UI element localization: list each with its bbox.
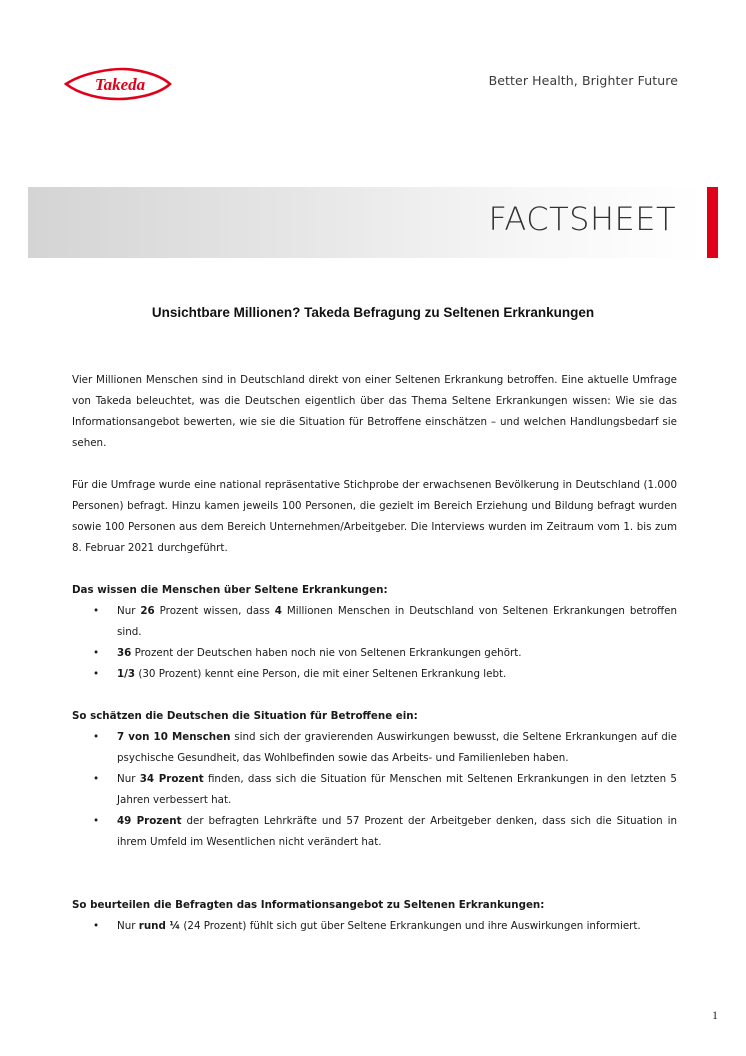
information-list bbox=[72, 916, 677, 937]
situation-list bbox=[72, 727, 677, 853]
banner-title: FACTSHEET bbox=[488, 200, 676, 238]
takeda-logo bbox=[62, 66, 174, 102]
section-heading-information: So beurteilen die Befragten das Informationsangebot zu Seltenen Erkrankungen: bbox=[72, 899, 545, 911]
list-item: • 1/3 (30 Prozent) kennt eine Person, die mit einer Seltenen Erkrankung lebt. bbox=[117, 664, 677, 685]
list-item: • Nur 34 Prozent finden, dass sich die Situation für Menschen mit Seltenen Erkrankungen in den letzten 5 Jahren verbessert hat. bbox=[117, 769, 677, 811]
document-body bbox=[72, 370, 677, 958]
svg-text:Takeda: Takeda bbox=[94, 75, 146, 94]
section-heading-situation: So schätzen die Deutschen die Situation für Betroffene ein: bbox=[72, 710, 418, 722]
intro-paragraph: Vier Millionen Menschen sind in Deutschland direkt von einer Seltenen Erkrankung betroffen. Eine aktuelle Umfrage von Takeda beleuchtet, was die Deutschen eigentlich über das Thema Seltene Erkrankungen wissen: Wie sie das Informationsangebot bewerten, wie sie die Situation für Betroffene einschätzen – und welchen Handlungsbedarf sie sehen. bbox=[72, 374, 677, 449]
method-paragraph: Für die Umfrage wurde eine national repräsentative Stichprobe der erwachsenen Bevölkerung in Deutschland (1.000 Personen) befragt. Hinzu kamen jeweils 100 Personen, die gezielt im Bereich Erziehung und Bildung befragt wurden sowie 100 Personen aus dem Bereich Unternehmen/Arbeitgeber. Die Interviews wurden im Zeitraum vom 1. bis zum 8. Februar 2021 durchgeführt. bbox=[72, 479, 677, 554]
page-number: 1 bbox=[712, 1008, 718, 1022]
list-item: • 7 von 10 Menschen sind sich der gravierenden Auswirkungen bewusst, die Seltene Erkrankungen auf die psychische Gesundheit, das Wohlbefinden sowie das Arbeits- und Familienleben haben. bbox=[117, 727, 677, 769]
banner-accent-bar bbox=[707, 187, 718, 258]
list-item: • Nur rund ¼ (24 Prozent) fühlt sich gut über Seltene Erkrankungen und ihre Auswirkungen informiert. bbox=[117, 916, 677, 937]
list-item: • 49 Prozent der befragten Lehrkräfte und 57 Prozent der Arbeitgeber denken, dass sich die Situation in ihrem Umfeld im Wesentlichen nicht verändert hat. bbox=[117, 811, 677, 853]
list-item: • 36 Prozent der Deutschen haben noch nie von Seltenen Erkrankungen gehört. bbox=[117, 643, 677, 664]
list-item: • Nur 26 Prozent wissen, dass 4 Millionen Menschen in Deutschland von Seltenen Erkrankungen betroffen sind. bbox=[117, 601, 677, 643]
tagline: Better Health, Brighter Future bbox=[488, 73, 678, 88]
document-title: Unsichtbare Millionen? Takeda Befragung zu Seltenen Erkrankungen bbox=[151, 305, 595, 320]
section-heading-knowledge: Das wissen die Menschen über Seltene Erkrankungen: bbox=[72, 584, 388, 596]
knowledge-list bbox=[72, 601, 677, 685]
